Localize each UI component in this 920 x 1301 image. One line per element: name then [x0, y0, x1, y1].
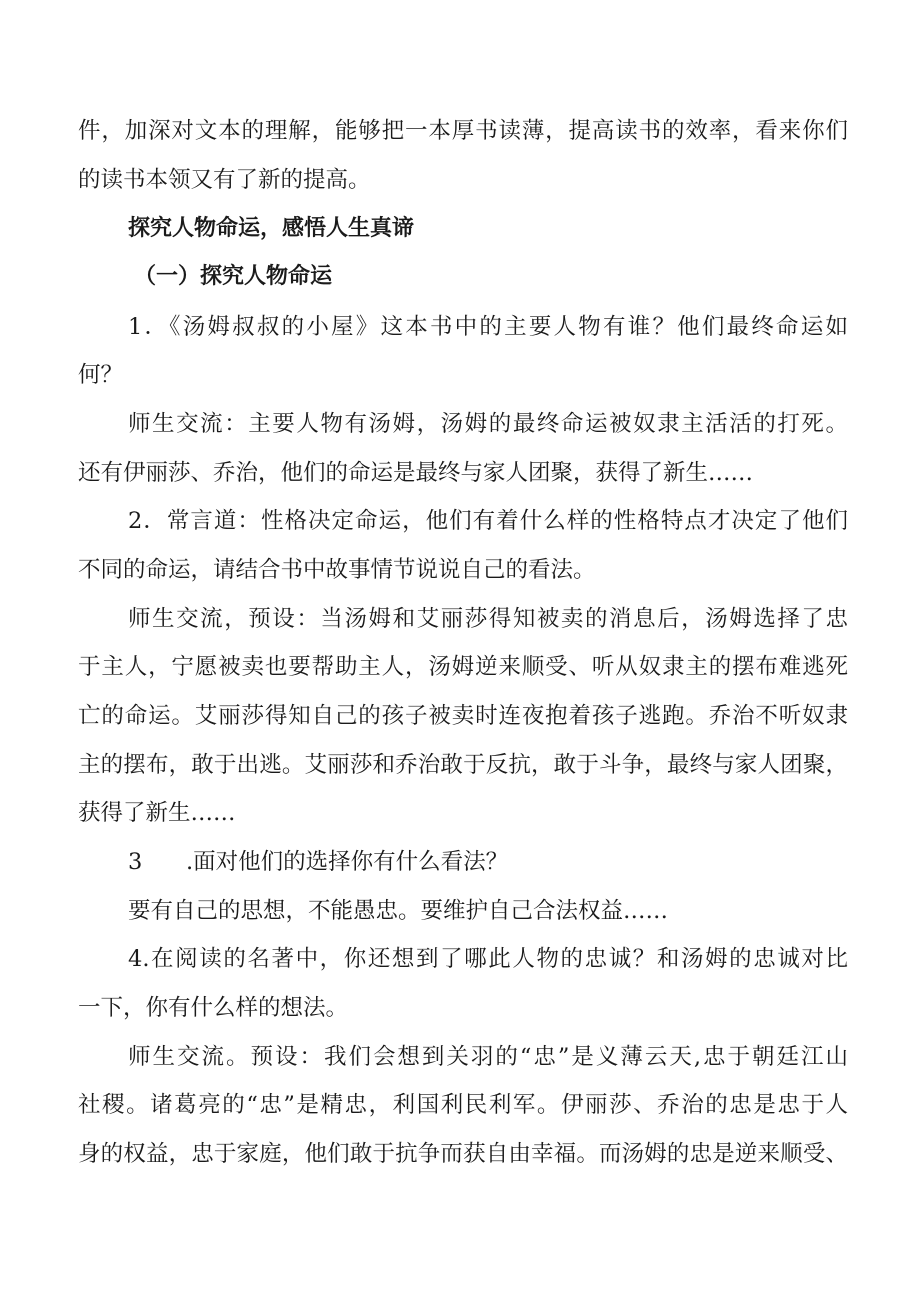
question-text-line: 4.在阅读的名著中，你还想到了哪此人物的忠诚？和汤姆的忠诚对比	[128, 946, 848, 972]
question-text-line: .面对他们的选择你有什么看法？	[186, 849, 509, 875]
question-text-line: 2．常言道：性格决定命运，他们有着什么样的性格特点才决定了他们	[128, 508, 848, 534]
body-text-line: 获得了新生……	[78, 800, 236, 826]
body-text-line: 师生交流，预设：当汤姆和艾丽莎得知被卖的消息后，汤姆选择了忠	[128, 606, 848, 632]
question-text-line: 1．《汤姆叔叔的小屋》这本书中的主要人物有谁？他们最终命运如	[128, 314, 848, 340]
question-text-line: 一下，你有什么样的想法。	[78, 995, 349, 1021]
question-number: 3	[128, 849, 143, 875]
body-text-line: 师生交流。预设：我们会想到关羽的“忠”是义薄云天,忠于朝廷江山	[128, 1044, 848, 1070]
body-text-line: 身的权益，忠于家庭，他们敢于抗争而获自由幸福。而汤姆的忠是逆来顺受、	[78, 1141, 848, 1167]
body-text-line: 社稷。诸葛亮的“忠”是精忠，利国利民利军。伊丽莎、乔治的忠是忠于人	[78, 1092, 848, 1118]
body-text-line: 师生交流：主要人物有汤姆，汤姆的最终命运被奴隶主活活的打死。	[128, 411, 848, 437]
body-text-line: 于主人，宁愿被卖也要帮助主人，汤姆逆来顺受、听从奴隶主的摆布难逃死	[78, 654, 848, 680]
subsection-heading: （一）探究人物命运	[134, 264, 333, 289]
body-text-line: 亡的命运。艾丽莎得知自己的孩子被卖时连夜抱着孩子逃跑。乔治不听奴隶	[78, 703, 848, 729]
body-text-line: 还有伊丽莎、乔治，他们的命运是最终与家人团聚，获得了新生……	[78, 460, 754, 486]
question-text-line: 不同的命运，请结合书中故事情节说说自己的看法。	[78, 557, 596, 583]
body-text-line: 主的摆布，敢于出逃。艾丽莎和乔治敢于反抗，敢于斗争，最终与家人团聚，	[78, 752, 848, 778]
body-text-line: 件，加深对文本的理解，能够把一本厚书读薄，提高读书的效率，看来你们	[78, 118, 848, 144]
body-text-line: 要有自己的思想，不能愚忠。要维护自己合法权益……	[128, 898, 669, 924]
body-text-line: 的读书本领又有了新的提高。	[78, 167, 371, 193]
question-text-line: 何？	[78, 362, 124, 388]
section-heading: 探究人物命运，感悟人生真谛	[128, 216, 415, 241]
